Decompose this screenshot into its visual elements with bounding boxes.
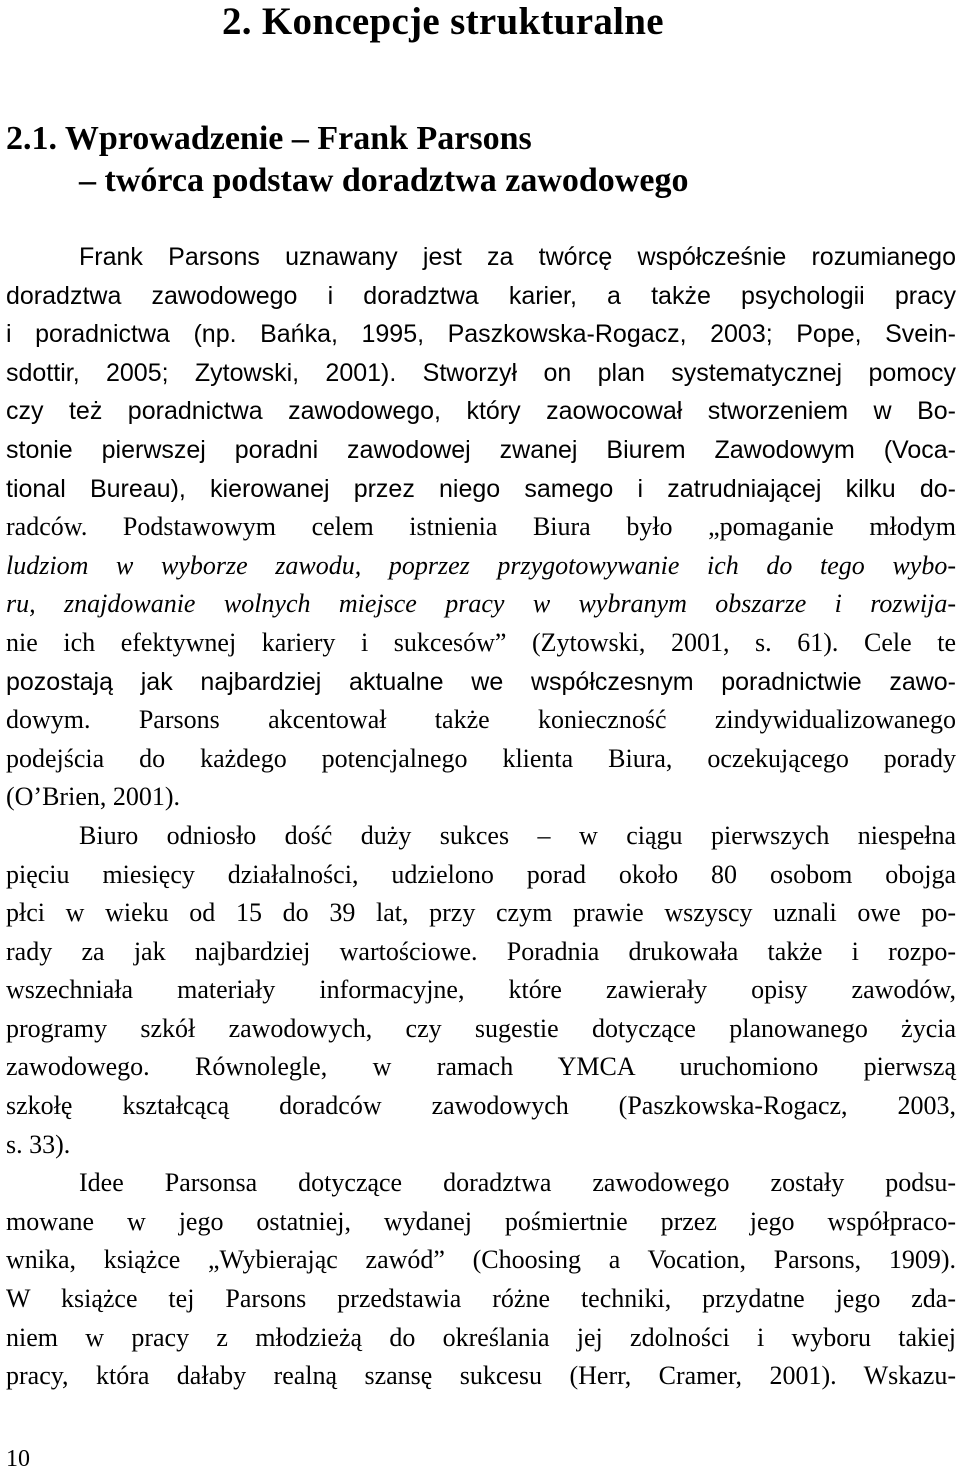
paragraph-1-line-6: stonie pierwszej poradni zawodowej zwanej Biurem Zawodowym (Voca- (6, 435, 956, 464)
paragraph-1-line-4: sdottir, 2005; Zytowski, 2001). Stworzył on plan systematycznej pomocy (6, 358, 956, 387)
paragraph-1-line-5: czy też poradnictwa zawodowego, który zaowocował stworzeniem w Bo- (6, 397, 956, 426)
body-text (6, 238, 956, 1396)
paragraph-2-line-4: rady za jak najbardziej wartościowe. Poradnia drukowała także i rozpo- (6, 936, 956, 966)
paragraph-2-line-9: s. 33). (6, 1129, 71, 1159)
section-title-line-1: 2.1. Wprowadzenie – Frank Parsons (6, 120, 532, 157)
paragraph-2-line-6: programy szkół zawodowych, czy sugestie dotyczące planowanego życia (6, 1013, 956, 1043)
paragraph-2-line-2: pięciu miesięcy działalności, udzielono porad około 80 osobom obojga (6, 859, 956, 889)
paragraph-1-line-8: radców. Podstawowym celem istnienia Biura było „pomaganie młodym (6, 512, 956, 542)
paragraph-3-line-3: wnika, książce „Wybierając zawód” (Choosing a Vocation, Parsons, 1909). (6, 1245, 956, 1275)
paragraph-2-line-3: płci w wieku od 15 do 39 lat, przy czym prawie wszyscy uznali owe po- (6, 898, 956, 928)
paragraph-1-line-1: Frank Parsons uznawany jest za twórcę współcześnie rozumianego (79, 243, 956, 271)
paragraph-3-line-5: niem w pracy z młodzieżą do określania jej zdolności i wyboru takiej (6, 1322, 956, 1352)
chapter-title: 2. Koncepcje strukturalne (222, 0, 664, 43)
paragraph-1-line-10: ru, znajdowanie wolnych miejsce pracy w wybranym obszarze i rozwija- (6, 589, 956, 619)
paragraph-2-line-8: szkołę kształcącą doradców zawodowych (Paszkowska-Rogacz, 2003, (6, 1091, 956, 1121)
section-title-line-2: – twórca podstaw doradztwa zawodowego (79, 162, 689, 199)
page-number: 10 (6, 1446, 30, 1472)
section-title (6, 118, 688, 202)
paragraph-2-line-7: zawodowego. Równolegle, w ramach YMCA uruchomiono pierwszą (6, 1052, 956, 1082)
paragraph-3-line-4: W książce tej Parsons przedstawia różne techniki, przydatne jego zda- (6, 1284, 956, 1314)
paragraph-1-line-14: podejścia do każdego potencjalnego klienta Biura, oczekującego porady (6, 743, 956, 773)
paragraph-3-line-1: Idee Parsonsa dotyczące doradztwa zawodowego zostały podsu- (79, 1168, 956, 1198)
paragraph-1-line-12: pozostają jak najbardziej aktualne we współczesnym poradnictwie zawo- (6, 667, 956, 696)
paragraph-2-line-1: Biuro odniosło dość duży sukces – w ciągu pierwszych niespełna (79, 820, 956, 850)
paragraph-1-line-2: doradztwa zawodowego i doradztwa karier, a także psychologii pracy (6, 281, 956, 310)
paragraph-1-line-11: nie ich efektywnej kariery i sukcesów” (Zytowski, 2001, s. 61). Cele te (6, 627, 956, 657)
paragraph-1-line-9: ludziom w wyborze zawodu, poprzez przygotowywanie ich do tego wybo- (6, 550, 956, 580)
paragraph-1-line-7: tional Bureau), kierowanej przez niego samego i zatrudniającej kilku do- (6, 474, 956, 503)
paragraph-1-line-13: dowym. Parsons akcentował także konieczność zindywidualizowanego (6, 705, 956, 735)
paragraph-3-line-2: mowane w jego ostatniej, wydanej pośmiertnie przez jego współpraco- (6, 1206, 956, 1236)
paragraph-1-line-3: i poradnictwa (np. Bańka, 1995, Paszkowska-Rogacz, 2003; Pope, Svein- (6, 320, 956, 349)
paragraph-3-line-6: pracy, która dałaby realną szansę sukcesu (Herr, Cramer, 2001). Wskazu- (6, 1361, 956, 1391)
paragraph-1-line-15: (O’Brien, 2001). (6, 782, 181, 812)
paragraph-2-line-5: wszechniała materiały informacyjne, które zawierały opisy zawodów, (6, 975, 956, 1005)
